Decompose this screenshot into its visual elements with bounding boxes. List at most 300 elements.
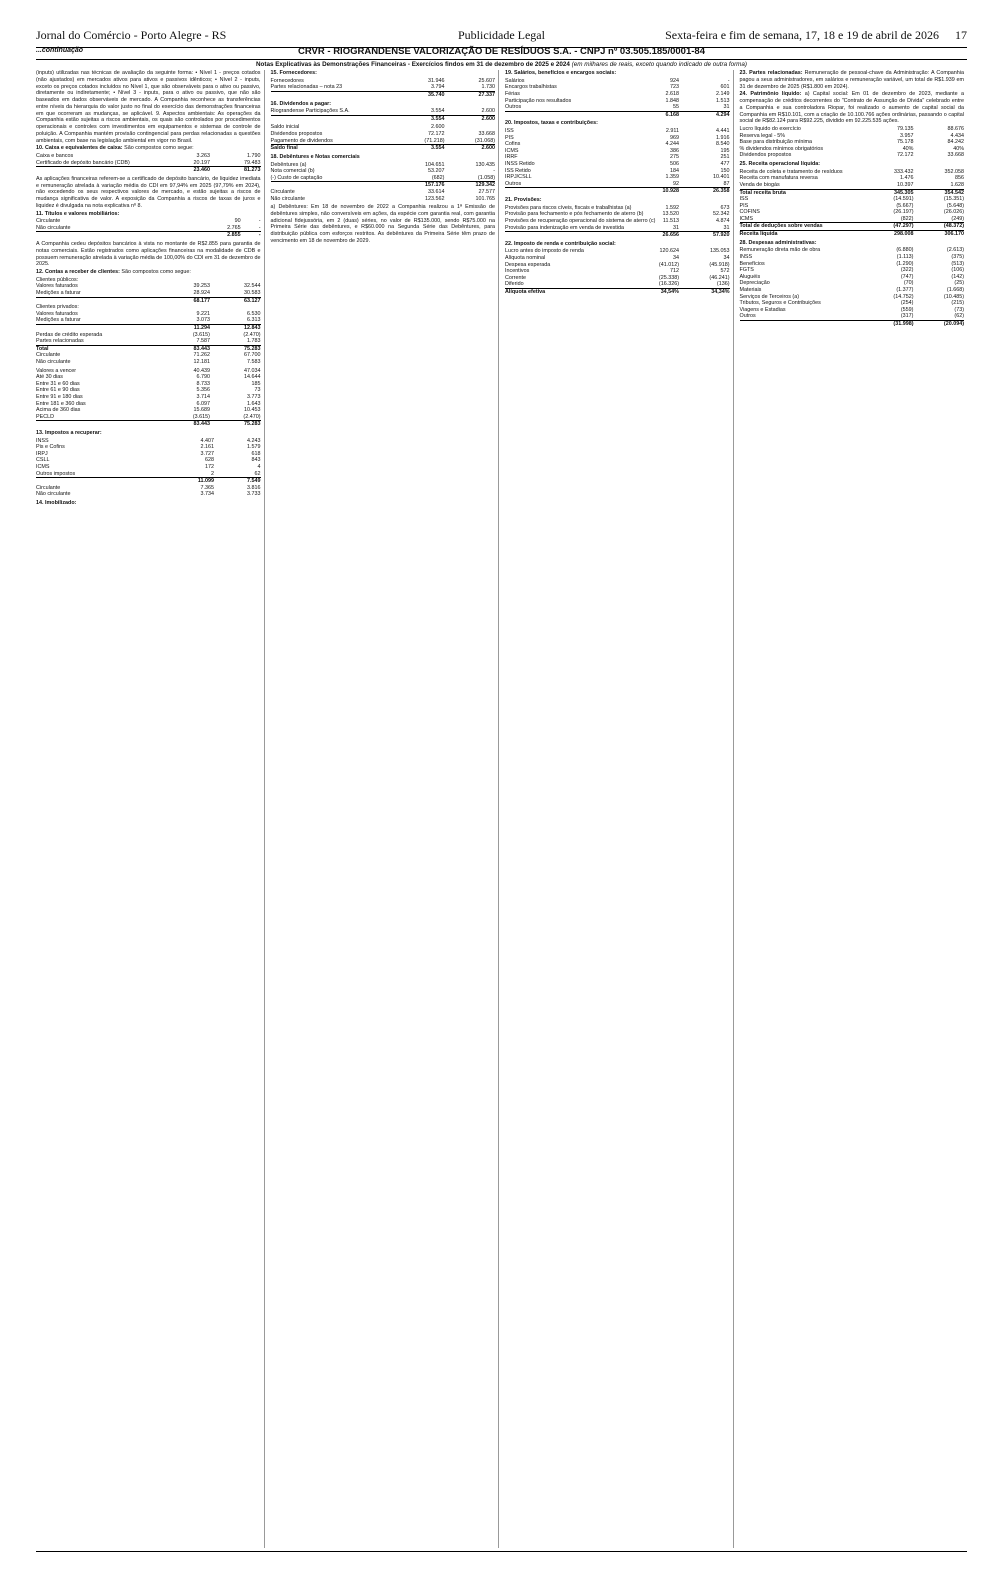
row-value: 2.161 — [200, 444, 215, 451]
row-label: Remuneração direta mão de obra — [739, 247, 821, 254]
row-label — [740, 320, 863, 327]
row-value: 55 — [672, 104, 679, 111]
row-value: 3.733 — [247, 491, 261, 498]
row-value: 6.313 — [247, 317, 261, 324]
row-value: 6.168 — [628, 111, 679, 118]
table-row — [36, 160, 261, 167]
row-value: 298.008 — [863, 231, 914, 238]
note-23-title: 23. Partes relacionadas: — [739, 70, 803, 76]
row-value: 572 — [720, 268, 730, 275]
row-value: 723 — [669, 84, 679, 91]
row-label: CSLL — [36, 457, 50, 464]
row-value: 1.628 — [950, 181, 964, 188]
row-label: Alíquota efetiva — [505, 289, 628, 296]
row-value: 5.356 — [196, 387, 210, 394]
row-value: (26.026) — [943, 209, 964, 216]
row-value: 354.542 — [913, 189, 964, 196]
row-value: 68.177 — [159, 297, 210, 304]
row-label: Pagamento de dividendos — [270, 137, 333, 144]
row-value: 1.783 — [247, 338, 261, 345]
row-value: 71.262 — [193, 352, 210, 359]
table-row — [505, 135, 730, 142]
row-value: 40.439 — [193, 367, 210, 374]
row-label: Circulante — [36, 352, 61, 359]
table-row — [740, 203, 965, 210]
note-13-title: 13. Impostos a recuperar: — [36, 429, 102, 436]
row-label — [271, 91, 394, 98]
table-row — [36, 218, 261, 225]
row-label: Valores faturados — [36, 283, 78, 290]
publication-date: Sexta-feira e fim de semana, 17, 18 e 19 de abril de 2026 — [665, 28, 939, 42]
row-value: (5.667) — [896, 202, 914, 209]
row-value: 6.790 — [196, 374, 210, 381]
row-value: 31.946 — [427, 77, 445, 84]
row-value: (322) — [900, 267, 914, 274]
row-label: Outros — [505, 104, 522, 111]
row-label: Entre 31 e 60 dias — [36, 380, 80, 387]
row-value: 2.149 — [716, 90, 730, 97]
row-label: Cofins — [505, 141, 521, 148]
table-row — [36, 225, 261, 232]
row-label: Clientes públicos: — [36, 276, 79, 283]
notes-title — [36, 61, 967, 68]
row-value: 35.740 — [394, 91, 445, 98]
table-row — [36, 491, 261, 498]
row-value: 386 — [669, 147, 679, 154]
table-row — [740, 313, 965, 320]
columns — [36, 70, 967, 1548]
row-label: ISS — [739, 196, 749, 203]
table-row — [740, 300, 965, 307]
table-row — [271, 196, 496, 203]
row-value: (16.326) — [658, 281, 679, 288]
row-label: Dividendos propostos — [739, 152, 792, 159]
table-row — [505, 255, 730, 262]
table-row — [740, 189, 965, 196]
table-row — [36, 153, 261, 160]
table-row — [36, 464, 261, 471]
note-18-table — [271, 162, 496, 203]
row-value: (249) — [951, 215, 964, 222]
row-value: 87 — [723, 180, 730, 187]
row-value: (6.880) — [896, 247, 914, 254]
continuation-label: ...continuação — [36, 47, 84, 54]
row-value — [159, 277, 210, 284]
row-label: Outros — [505, 180, 522, 187]
table-row — [36, 304, 261, 311]
row-value: - — [258, 218, 261, 225]
row-value: 2.600 — [444, 115, 495, 122]
table-row — [740, 267, 965, 274]
row-label: Partes relacionadas — [36, 338, 84, 345]
row-value: 9.221 — [196, 310, 210, 317]
row-label: Debêntures (a) — [270, 161, 307, 168]
table-row — [505, 188, 730, 195]
row-label: Não circulante — [36, 491, 71, 498]
table-row — [271, 78, 496, 85]
row-value: 20.197 — [193, 159, 210, 166]
row-value: (215) — [951, 300, 964, 307]
row-label: Clientes privados: — [36, 304, 79, 311]
row-value: 6.097 — [196, 400, 210, 407]
row-value: 33.614 — [427, 188, 445, 195]
row-value: 34 — [723, 255, 730, 262]
row-value: 67.700 — [244, 352, 261, 359]
table-row — [36, 414, 261, 421]
row-value: 1.790 — [247, 153, 261, 159]
row-label: Nota comercial (b) — [270, 168, 315, 175]
row-value: 83.443 — [159, 345, 210, 352]
row-value: 4.243 — [247, 437, 261, 444]
row-value: 34 — [672, 255, 679, 262]
table-row — [505, 281, 730, 288]
table-row — [740, 294, 965, 301]
row-value: 26.656 — [628, 232, 679, 239]
table-row — [36, 368, 261, 375]
table-row — [505, 211, 730, 218]
table-row — [740, 152, 965, 159]
row-value: (2.613) — [946, 247, 964, 254]
note-11-note: A Companhia cedeu depósitos bancários à vista no montante de R$2.855 para garantia de notas comerciais. Estão registrados como aplicações financeiras na modalidade de CDB e possuem remuneração atrelada à variação média de 100,00% do CDI em 31 de dezembro de 2025. — [36, 241, 261, 268]
row-value: 88.676 — [947, 126, 964, 132]
row-label: PECLD — [36, 413, 54, 420]
row-label: PIS — [505, 134, 514, 141]
row-value: 31 — [723, 104, 730, 111]
row-value: (14.752) — [893, 293, 914, 300]
row-value: 185 — [251, 380, 261, 387]
row-label: Outros — [739, 313, 756, 320]
table-row — [505, 128, 730, 135]
row-label: Benefícios — [739, 260, 765, 267]
row-label: Não circulante — [36, 358, 71, 365]
row-label — [36, 232, 159, 239]
row-value: 1.359 — [665, 174, 679, 181]
row-value: 72.172 — [427, 131, 445, 138]
row-value: 92 — [672, 180, 679, 187]
note-19-title: 19. Salários, benefícios e encargos sociais: — [505, 70, 617, 76]
row-value: (25) — [954, 280, 964, 287]
row-label: Pis e Cofins — [36, 444, 65, 451]
row-value: 3.773 — [247, 393, 261, 400]
table-row — [505, 181, 730, 188]
page-number: 17 — [955, 28, 967, 42]
row-label: Fornecedores — [270, 77, 304, 84]
row-value: (31.998) — [863, 320, 914, 327]
note-12-text: São compostos como segue: — [121, 269, 191, 276]
row-value: 345.305 — [863, 189, 914, 196]
table-row — [36, 381, 261, 388]
row-value: 2.911 — [665, 128, 679, 135]
row-value: (62) — [954, 313, 964, 320]
row-value: 10.397 — [896, 181, 914, 188]
company-title: CRVR - RIOGRANDENSE VALORIZAÇÃO DE RESÍDUOS S.A. - CNPJ nº 03.505.185/0001-84 — [36, 46, 967, 60]
note-10-title: 10. Caixa e equivalentes de caixa: — [36, 145, 123, 152]
table-row — [36, 444, 261, 451]
row-value: (254) — [900, 300, 914, 307]
row-value: - — [493, 168, 495, 175]
column-1 — [36, 70, 265, 1548]
note-20-table — [505, 128, 730, 195]
row-value: 73 — [254, 387, 261, 394]
table-row — [740, 126, 965, 133]
table-row — [36, 401, 261, 408]
row-value: 333.432 — [893, 168, 914, 175]
table-row — [271, 182, 496, 189]
row-value: 26.358 — [679, 188, 730, 195]
table-row — [505, 218, 730, 225]
table-row — [505, 98, 730, 105]
note-15-title: 15. Fornecedores: — [270, 70, 317, 76]
row-value: 477 — [720, 161, 730, 168]
row-label: ISS Retido — [505, 167, 531, 174]
note-15-table — [271, 78, 496, 99]
column-2 — [271, 70, 500, 1548]
row-value: 3.554 — [430, 108, 445, 115]
row-label: Certificado de depósito bancário (CDB) — [36, 159, 130, 166]
row-label: Receita com manufatura reversa — [739, 175, 818, 182]
row-value: 11.099 — [159, 478, 214, 485]
row-value: 79.483 — [244, 159, 261, 166]
row-value: 1.592 — [665, 204, 679, 211]
note-21-table — [505, 205, 730, 239]
table-row — [36, 359, 261, 366]
row-label: Materiais — [739, 286, 762, 293]
row-value: 843 — [251, 457, 261, 464]
row-label: Medições a faturar — [36, 317, 81, 324]
row-value: 34,54% — [628, 289, 679, 296]
table-row — [740, 320, 965, 327]
row-value: 2.600 — [430, 124, 445, 131]
masthead — [36, 28, 967, 48]
row-value: 2.600 — [481, 108, 495, 115]
row-label: Lucro líquido do exercício — [739, 126, 801, 132]
row-label: Total — [36, 345, 159, 352]
row-value: (73) — [954, 306, 964, 313]
table-row — [505, 148, 730, 155]
table-row — [505, 141, 730, 148]
note-20-title: 20. Impostos, taxas e contribuições: — [505, 120, 598, 127]
table-row — [505, 205, 730, 212]
row-value — [210, 277, 261, 284]
row-label: Acima de 360 dias — [36, 407, 81, 414]
row-value: 3.554 — [394, 145, 445, 152]
row-value: (106) — [951, 267, 964, 274]
row-value: (71.218) — [424, 137, 445, 144]
row-value: 3.554 — [394, 115, 445, 122]
row-label: Entre 91 e 180 dias — [36, 393, 83, 400]
note-25-title: 25. Receita operacional líquida: — [739, 160, 821, 167]
note-16-title: 16. Dividendos a pagar: — [270, 100, 332, 107]
table-row — [740, 175, 965, 182]
row-value: 32.544 — [244, 283, 261, 290]
row-value: 6.530 — [247, 310, 261, 317]
row-label — [36, 167, 159, 174]
row-label: FGTS — [739, 267, 754, 274]
note-22-table — [505, 248, 730, 295]
row-label: Não circulante — [270, 195, 305, 202]
row-value: 12.843 — [210, 324, 261, 331]
row-label — [505, 111, 628, 118]
table-row — [740, 261, 965, 268]
row-value: 3.794 — [430, 84, 445, 91]
row-label: Diferido — [505, 281, 524, 288]
row-value: 628 — [205, 457, 215, 464]
row-label: INSS — [739, 254, 753, 260]
table-row — [36, 374, 261, 381]
table-row — [505, 168, 730, 175]
row-value: (559) — [900, 306, 914, 313]
row-value: 75.283 — [210, 345, 261, 352]
table-row — [740, 133, 965, 140]
row-label: Total receita bruta — [740, 189, 863, 196]
row-value — [210, 304, 261, 311]
note-19-table — [505, 78, 730, 119]
table-row — [271, 168, 496, 175]
row-value: 4.434 — [950, 132, 964, 139]
table-row — [740, 209, 965, 216]
row-label: Serviços de Terceiros (a) — [739, 293, 800, 300]
table-row — [36, 394, 261, 401]
table-row — [36, 421, 261, 428]
row-label: Entre 181 e 360 dias — [36, 400, 86, 407]
row-value: 4.244 — [665, 141, 679, 148]
row-value: 40% — [953, 145, 964, 152]
row-value: 1.643 — [247, 400, 261, 407]
row-value: (747) — [900, 273, 914, 280]
row-value: 47.034 — [244, 367, 261, 374]
row-label: Lucro antes do imposto de renda — [505, 248, 584, 255]
page-footer — [36, 1551, 967, 1562]
row-value: 184 — [669, 167, 679, 174]
row-value: 157.176 — [394, 182, 445, 189]
row-label: Receita líquida — [740, 231, 863, 238]
row-value: (45.918) — [709, 261, 730, 268]
row-value: 8.733 — [196, 380, 210, 387]
row-label: Depreciação — [739, 280, 770, 287]
row-label: ICMS — [739, 215, 753, 222]
row-value: 3.957 — [899, 132, 914, 139]
row-label: ISS — [505, 128, 514, 135]
table-row — [36, 324, 261, 331]
table-row — [36, 485, 261, 492]
note-10-note: As aplicações financeiras referem-se a certificado de depósito bancário, de liquidez imediata e remuneração atrelada à variação média do CDI em 97,94% em 2025 (97,79% em 2024), não excedendo os seus respectivos valores de mercado, e estão sujeitas a riscos de mudança significativa de valor. A exposição da Companhia a riscos de taxas de juros e liquidez é divulgada na nota explicativa nº 8. — [36, 175, 261, 209]
row-value: 81.273 — [210, 167, 261, 174]
row-label — [505, 188, 628, 195]
row-value: 84.242 — [947, 139, 964, 146]
row-value: 31 — [723, 224, 730, 231]
row-label: Total de deduções sobre vendas — [740, 223, 863, 231]
row-label: Venda de biogás — [739, 181, 780, 188]
row-label — [36, 478, 159, 485]
row-value: (3.615) — [192, 413, 210, 420]
row-label — [36, 297, 159, 304]
row-label: IRRF — [505, 154, 518, 161]
table-row — [505, 174, 730, 181]
row-value: 52.342 — [713, 211, 730, 218]
table-row — [36, 277, 261, 284]
row-value: 30.583 — [244, 290, 261, 296]
table-row — [36, 290, 261, 297]
note-11-table — [36, 218, 261, 239]
row-value: 275 — [669, 154, 679, 161]
row-value: 1.579 — [247, 444, 261, 451]
table-row — [505, 262, 730, 269]
note-23-text: Remuneração de pessoal-chave da Administração: A Companhia pagou a seus administradores, em salários e remuneração variável, um total de R$1.939 em 31 de dezembro de 2025 (R$1.800 em 2024). — [739, 70, 965, 90]
row-value: (46.241) — [709, 274, 730, 281]
table-row — [740, 182, 965, 189]
row-value: (1.290) — [896, 260, 914, 267]
row-value: (47.297) — [863, 223, 914, 231]
note-25-table — [740, 169, 965, 238]
table-row — [36, 478, 261, 485]
row-value: 27.577 — [478, 188, 495, 195]
row-label: Despesa esperada — [505, 261, 551, 268]
table-row — [505, 91, 730, 98]
row-value: 104.651 — [424, 161, 445, 168]
row-value: (25.338) — [658, 274, 679, 281]
table-row — [740, 280, 965, 287]
table-row — [271, 145, 496, 152]
row-label: Circulante — [270, 188, 295, 195]
row-value: 306.170 — [913, 231, 964, 238]
table-row — [36, 332, 261, 339]
note-12-title: 12. Contas a receber de clientes: — [36, 269, 120, 276]
table-row — [740, 274, 965, 281]
row-label: Alíquota nominal — [505, 255, 546, 262]
row-value — [159, 304, 210, 311]
row-value: (136) — [716, 281, 730, 288]
row-value: 352.058 — [944, 168, 964, 175]
row-value: 120.624 — [659, 248, 679, 255]
row-value: 3.734 — [200, 491, 215, 498]
row-value: 4 — [257, 464, 261, 470]
table-row — [271, 175, 496, 182]
row-value: 13.520 — [662, 211, 679, 218]
table-row — [36, 387, 261, 394]
row-value: 7.583 — [247, 358, 261, 365]
table-row — [36, 457, 261, 464]
row-label: Base para distribuição mínima — [739, 139, 813, 146]
row-label: Não circulante — [36, 224, 71, 231]
row-label: Caixa e bancos — [36, 153, 74, 159]
row-value: 1.916 — [716, 134, 730, 141]
row-value: 3.073 — [196, 317, 210, 324]
row-label: Encargos trabalhistas — [505, 84, 557, 91]
note-16-movement-table — [271, 124, 496, 151]
row-value: 150 — [720, 167, 730, 174]
row-label: IRPJ — [36, 450, 48, 457]
table-row — [740, 287, 965, 294]
row-label: Circulante — [36, 484, 61, 491]
row-value: 101.765 — [475, 195, 495, 202]
row-label: Reserva legal - 5% — [739, 132, 786, 139]
row-value: 129.342 — [444, 182, 495, 189]
row-value: (822) — [900, 215, 914, 222]
notes-unit: (em milhares de reais, exceto quando indicado de outra forma) — [571, 61, 748, 68]
row-value: 135.053 — [710, 248, 730, 255]
note-18-body: a) Debêntures: Em 18 de novembro de 2022 a Companhia realizou a 1ª Emissão de debêntures simples, não conversíveis em ações, da espécie com garantia real, com garantia adicional fidejussória, em 2 (duas) séries, no valor de R$135.000, sendo R$75.000 na Primeira Série das debêntures, e R$60.000 na Segunda Série das Debêntures, para distribuição pública com esforços restritos. As debêntures da Primeira Série têm prazo de vencimento em 18 de novembro de 2029. — [270, 204, 495, 244]
row-value: (26.197) — [893, 209, 914, 216]
row-value: 924 — [669, 77, 679, 84]
notes-title-text: Notas Explicativas às Demonstrações Financeiras - Exercícios findos em 31 de dezembro de 2025 e 2024 — [255, 61, 570, 68]
row-value: 39.253 — [193, 283, 210, 290]
note-22-title: 22. Imposto de renda e contribuição social: — [505, 240, 616, 247]
row-label: % dividendos mínimos obrigatórios — [739, 145, 824, 152]
note-28-title: 28. Despesas administrativas: — [739, 239, 817, 246]
row-value: 12.181 — [193, 358, 210, 365]
row-label: Corrente — [505, 274, 526, 281]
row-value: 83.443 — [159, 421, 210, 428]
